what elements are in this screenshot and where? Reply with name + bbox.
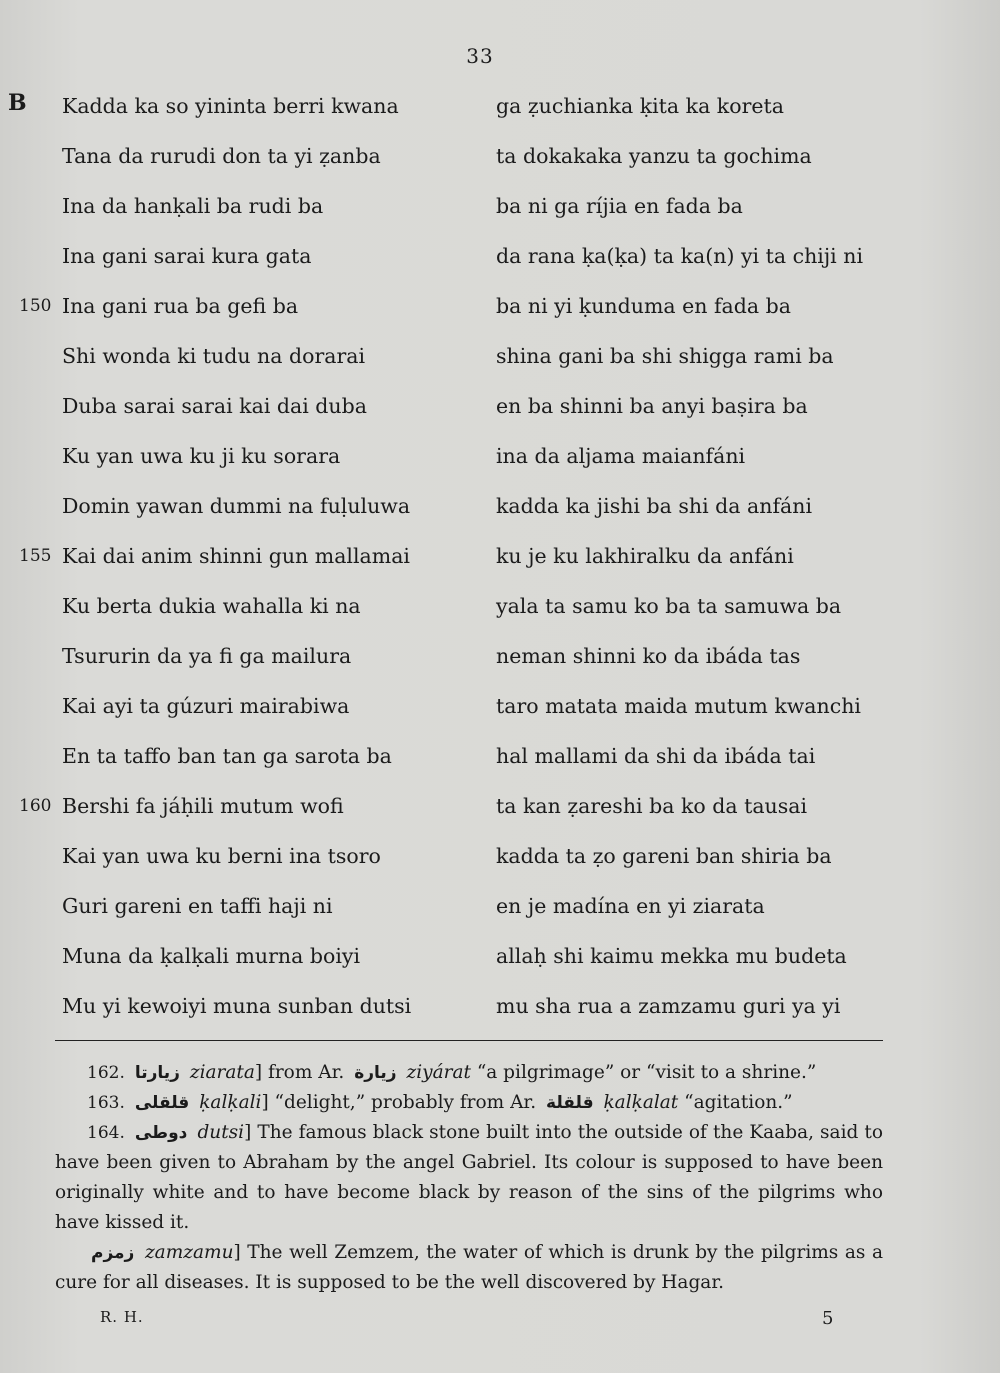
verse-line (62, 438, 482, 488)
footnote-number: 164. (87, 1123, 125, 1143)
verse-text: Duba sarai sarai kai dai duba (62, 394, 367, 418)
verse-text: Kai ayi ta gúzuri mairabiwa (62, 694, 350, 718)
verse-line (62, 738, 482, 788)
verse-line: ba ni ga ríjia en fada ba (496, 194, 743, 218)
verse-text: Ku yan uwa ku ji ku sorara (62, 444, 341, 468)
footnote-term: ziarata (189, 1062, 255, 1083)
verse-line (62, 638, 482, 688)
footnote-163 (55, 1088, 883, 1118)
verse-line: hal mallami da shi da ibáda tai (496, 744, 816, 768)
verse-line: ku je ku lakhiralku da anfáni (496, 544, 794, 568)
verse-line: taro matata maida mutum kwanchi (496, 694, 861, 718)
verse-text: Ina gani sarai kura gata (62, 244, 312, 268)
footnote-number: 162. (87, 1063, 125, 1083)
verse-line: kadda ta ẓo gareni ban shiria ba (496, 844, 832, 868)
verse-line (62, 188, 482, 238)
verse-line: yala ta samu ko ba ta samuwa ba (496, 594, 842, 618)
page-number: 33 (466, 44, 494, 68)
verse-line (62, 338, 482, 388)
right-verse-column (496, 88, 916, 1038)
verse-line: allaḥ shi kaimu mekka mu budeta (496, 944, 847, 968)
verse-line: da rana ḳa(ḳa) ta ka(n) yi ta chiji ni (496, 244, 864, 268)
footnote-text: ] “delight,” probably from Ar. (261, 1092, 537, 1113)
left-verse-column (19, 88, 482, 1038)
verse-line (62, 588, 482, 638)
footnote-term: dutsi (197, 1122, 245, 1143)
arabic-term: زمزم (91, 1243, 135, 1263)
footnote-text: “agitation.” (684, 1092, 793, 1113)
verse-text: Shi wonda ki tudu na dorarai (62, 344, 366, 368)
arabic-term: قلقلة (546, 1093, 594, 1113)
verse-line (62, 688, 482, 738)
verse-text: Kadda ka so yininta berri kwana (62, 94, 399, 118)
printer-signature: R. H. (100, 1308, 144, 1326)
verse-text: Kai dai anim shinni gun mallamai (62, 544, 410, 568)
arabic-term: زيارتا (134, 1063, 180, 1083)
verse-text: Tana da rurudi don ta yi ẓanba (62, 144, 381, 168)
verse-line: neman shinni ko da ibáda tas (496, 644, 801, 668)
verse-line (19, 288, 482, 338)
footnote-164 (55, 1118, 883, 1238)
verse-line: ba ni yi ḳunduma en fada ba (496, 294, 791, 318)
verse-line (62, 88, 482, 138)
verse-text: Tsururin da ya fi ga mailura (62, 644, 352, 668)
verse-line: ga ẓuchianka ḳita ka koreta (496, 94, 784, 118)
footnote-number: 163. (87, 1093, 125, 1113)
verse-text: Ina da hanḳali ba rudi ba (62, 194, 324, 218)
footnotes (55, 1058, 883, 1298)
footnote-term: ḳalḳali (199, 1092, 262, 1113)
verse-line: en je madína en yi ziarata (496, 894, 765, 918)
verse-text: En ta taffo ban tan ga sarota ba (62, 744, 392, 768)
sheet-number: 5 (822, 1308, 834, 1329)
verse-line: ina da aljama maianfáni (496, 444, 746, 468)
footnote-zamzamu (55, 1238, 883, 1298)
verse-line (62, 988, 482, 1038)
verse-text: Kai yan uwa ku berni ina tsoro (62, 844, 381, 868)
arabic-term: دوطى (134, 1123, 188, 1143)
footnote-text: “a pilgrimage” or “visit to a shrine.” (476, 1062, 817, 1083)
arabic-term: قلقلى (134, 1093, 190, 1113)
verse-line (62, 838, 482, 888)
footnote-text: ] from Ar. (254, 1062, 345, 1083)
verse-line: en ba shinni ba anyi baṣira ba (496, 394, 808, 418)
line-number: 150 (19, 296, 52, 316)
verse-line (62, 388, 482, 438)
footnote-divider (55, 1040, 883, 1041)
section-mark: B (8, 90, 27, 116)
verse-line (62, 488, 482, 538)
arabic-term: زيارة (354, 1063, 397, 1083)
verse-line (62, 138, 482, 188)
verse-text: Muna da ḳalḳali murna boiyi (62, 944, 361, 968)
footnote-text: ] The famous black stone built into the outside of the Kaaba, said to have been given to Abraham by the angel Gabriel. Its colour is supposed to have been originally white and to have become black by reason of the sins of the pilgrims who have kissed it. (55, 1122, 883, 1233)
verse-text: Bershi fa jáḥili mutum wofi (62, 794, 344, 818)
footnote-term: ziyárat (406, 1062, 471, 1083)
footnote-term: zamzamu (144, 1242, 234, 1263)
footnote-162 (55, 1058, 883, 1088)
verse-line: shina gani ba shi shigga rami ba (496, 344, 834, 368)
verse-text: Domin yawan dummi na fuḷuluwa (62, 494, 411, 518)
line-number: 155 (19, 546, 52, 566)
verse-line: kadda ka jishi ba shi da anfáni (496, 494, 813, 518)
verse-line (62, 238, 482, 288)
verse-line (62, 938, 482, 988)
verse-text: Ina gani rua ba gefi ba (62, 294, 299, 318)
footnote-text: ] The well Zemzem, the water of which is drunk by the pilgrims as a cure for all diseases. It is supposed to be the well discovered by Hagar. (55, 1242, 883, 1293)
verse-line: ta kan ẓareshi ba ko da tausai (496, 794, 808, 818)
verse-text: Guri gareni en taffi haji ni (62, 894, 333, 918)
verse-line: mu sha rua a zamzamu guri ya yi (496, 994, 841, 1018)
verse-line (62, 888, 482, 938)
line-number: 160 (19, 796, 52, 816)
verse-line (19, 538, 482, 588)
verse-line: ta dokakaka yanzu ta gochima (496, 144, 812, 168)
footnote-term: ḳalḳalat (603, 1092, 679, 1113)
verse-text: Mu yi kewoiyi muna sunban dutsi (62, 994, 412, 1018)
verse-line (19, 788, 482, 838)
verse-text: Ku berta dukia wahalla ki na (62, 594, 361, 618)
